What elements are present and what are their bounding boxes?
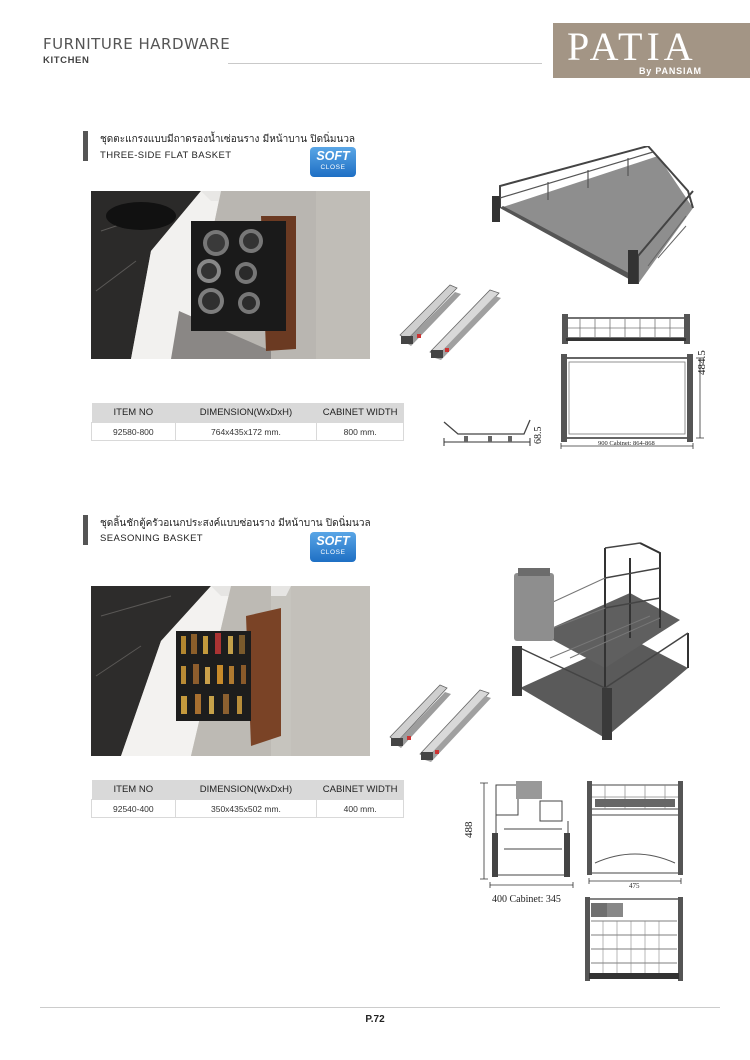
undermount-slide-rails [395, 280, 505, 360]
flat-basket-front-view [560, 310, 692, 350]
brand-logo [553, 23, 750, 78]
cell-dimension: 764x435x172 mm. [175, 423, 317, 441]
height-dimension-label-2: 488 [463, 821, 475, 838]
col-dimension: DIMENSION(WxDxH) [175, 780, 317, 800]
header-divider [228, 63, 542, 64]
seasoning-basket-front-view [585, 775, 685, 890]
footer-divider [40, 1007, 720, 1008]
col-item-no: ITEM NO [92, 403, 176, 423]
soft-close-badge [310, 147, 356, 177]
product-photo-seasoning-basket [91, 586, 370, 756]
cell-cabinet-width: 400 mm. [317, 800, 404, 818]
table-row [92, 800, 404, 818]
flat-basket-illustration [488, 146, 698, 286]
table-row [92, 423, 404, 441]
seasoning-basket-side-view [478, 775, 578, 893]
cell-item-no: 92540-400 [92, 800, 176, 818]
seasoning-basket-illustration [510, 538, 690, 743]
cabinet-width-label: 900 Cabinet: 864-868 [598, 440, 655, 447]
undermount-slide-rails [385, 680, 495, 762]
depth-dimension-label: 484.5 [696, 350, 708, 375]
col-cabinet-width: CABINET WIDTH [317, 780, 404, 800]
badge-line1: SOFT [316, 534, 350, 548]
section-marker [83, 515, 88, 545]
page-number: P.72 [365, 1014, 385, 1025]
logo-byline: By PANSIAM [639, 66, 702, 76]
height-dimension-label: 68.5 [533, 426, 544, 444]
table-header-row [92, 780, 404, 800]
spec-table-1 [91, 403, 404, 441]
cell-item-no: 92580-800 [92, 423, 176, 441]
cell-cabinet-width: 800 mm. [317, 423, 404, 441]
seasoning-basket-plan-view [583, 895, 685, 983]
cell-dimension: 350x435x502 mm. [175, 800, 317, 818]
flat-basket-side-view [438, 412, 538, 454]
section1-title-en: THREE-SIDE FLAT BASKET [100, 150, 232, 161]
table-header-row [92, 403, 404, 423]
depth-dimension-label-2: 475 [629, 882, 640, 890]
catalog-title: FURNITURE HARDWARE [43, 35, 231, 53]
col-item-no: ITEM NO [92, 780, 176, 800]
section2-title-en: SEASONING BASKET [100, 533, 204, 544]
logo-wordmark: PATIA [567, 24, 697, 69]
badge-line2: CLOSE [320, 164, 346, 171]
product-photo-flat-basket [91, 191, 370, 359]
col-dimension: DIMENSION(WxDxH) [175, 403, 317, 423]
catalog-subtitle: KITCHEN [43, 55, 90, 66]
section2-title-th: ชุดลิ้นชักตู้ครัวอเนกประสงค์แบบซ่อนราง มีหน้าบาน ปิดนิ่มนวล [100, 518, 371, 529]
section1-title-th: ชุดตะแกรงแบบมีถาดรองน้ำเซ่อนราง มีหน้าบาน ปิดนิ่มนวล [100, 134, 356, 145]
cabinet-width-label-2: 400 Cabinet: 345 [492, 894, 561, 905]
badge-line1: SOFT [316, 149, 350, 163]
col-cabinet-width: CABINET WIDTH [317, 403, 404, 423]
spec-table-2 [91, 780, 404, 818]
soft-close-badge [310, 532, 356, 562]
section-marker [83, 131, 88, 161]
badge-line2: CLOSE [320, 549, 346, 556]
